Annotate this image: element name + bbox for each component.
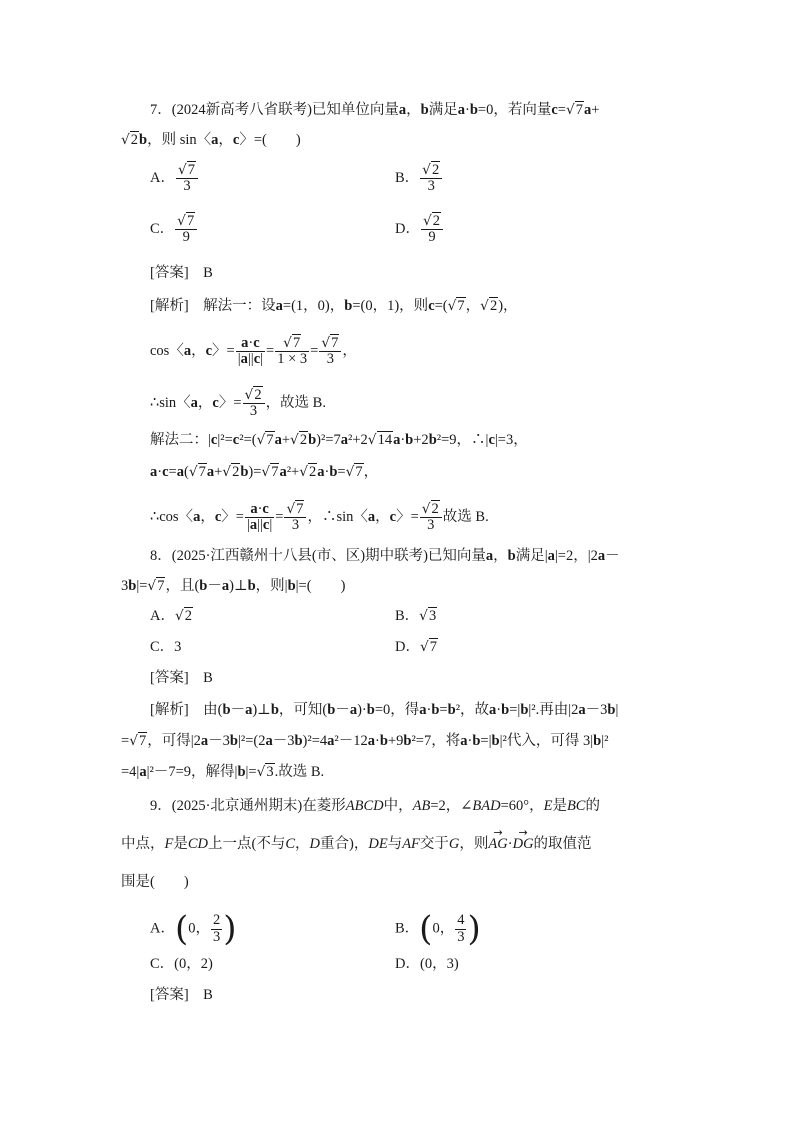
q7-analysis-conclusion: ∴cos〈a，c〉= $\frac{a\cdot c}{|a||c|}$ = $\frac{√7}{3}$ ，∴sin〈a，c〉= $\frac{√2}{3}$ 故选 B.: [150, 501, 489, 534]
q9-option-d[interactable]: D．(0，3): [395, 956, 459, 972]
q7-source: (2024新高考八省联考): [171, 102, 312, 118]
q9-answer: [答案] B: [150, 987, 213, 1003]
q9-stem-line3: 围是( ): [121, 874, 189, 890]
q9-stem-line2: 中点，F是CD上一点(不与C，D重合)，DE与AF交于G，则→ AG·→ DG的取值范: [121, 834, 592, 854]
q8-analysis-line1: [解析] 由(b－a)⊥b，可知(b－a)·b=0，得a·b=b²，故a·b=|b|².再由|2a－3b|: [150, 702, 619, 718]
q7-analysis-cos: cos〈a，c〉= $\frac{a\cdot c}{|a||c|}$ = $\frac{√7}{1 \times 3}$ = $\frac{√7}{3}$ ，: [150, 335, 357, 368]
q9-option-b[interactable]: B．(0， $\frac{4}{3}$ ): [395, 909, 481, 949]
q8-stem-line1: 8．(2025·江西赣州十八县(市、区)期中联考)已知向量a，b满足|a|=2，|2a－: [150, 548, 620, 564]
q8-number: 8．: [150, 548, 172, 564]
q9-stem-line1: 9．(2025·北京通州期末)在菱形ABCD中，AB=2，∠BAD=60°，E是BC的: [150, 798, 600, 814]
q8-option-b[interactable]: B．√3: [395, 608, 437, 624]
q8-source: (2025·江西赣州十八县(市、区)期中联考): [171, 548, 428, 564]
q9-source: (2025·北京通州期末): [171, 798, 303, 814]
vector-ag: → AG: [488, 834, 507, 854]
q7-analysis-dot: a·c=a(√7a+√2b)=√7a²+√2a·b=√7，: [150, 464, 379, 480]
q7-option-d[interactable]: D． $\frac{√2}{9}$: [395, 214, 444, 245]
q9-option-a[interactable]: A．(0， $\frac{2}{3}$ ): [150, 909, 237, 949]
q7-stem-line2: √2b，则 sin〈a，c〉=( ): [121, 132, 301, 148]
q7-option-c[interactable]: C． $\frac{√7}{9}$: [150, 214, 198, 245]
q8-answer: [答案] B: [150, 670, 213, 686]
q9-option-c[interactable]: C．(0，2): [150, 956, 213, 972]
q7-analysis-sin: ∴sin〈a，c〉= $\frac{√2}{3}$ ，故选 B.: [150, 387, 326, 420]
vector-dg: → DG: [513, 834, 534, 854]
q7-option-a[interactable]: A． $\frac{√7}{3}$: [150, 163, 199, 194]
q7-analysis-line1: [解析] 解法一：设a=(1，0)，b=(0，1)，则c=(√7，√2)，: [150, 298, 518, 314]
q7-number: 7．: [150, 102, 172, 118]
q7-option-b[interactable]: B． $\frac{√2}{3}$: [395, 163, 443, 194]
q7-answer: [答案] B: [150, 265, 213, 281]
q8-analysis-line2: =√7，可得|2a－3b|²=(2a－3b)²=4a²－12a·b+9b²=7，将a·b=|b|²代入，可得 3|b|²: [121, 733, 609, 749]
q8-option-c[interactable]: C．3: [150, 639, 182, 655]
q9-number: 9．: [150, 798, 172, 814]
q8-analysis-line3: =4|a|²－7=9，解得|b|=√3.故选 B.: [121, 764, 325, 780]
q8-option-a[interactable]: A．√2: [150, 608, 193, 624]
q7-analysis-method2: 解法二：|c|²=c²=(√7a+√2b)²=7a²+2√14a·b+2b²=9，∴|c|=3，: [150, 432, 528, 448]
q7-stem-line1: 7．(2024新高考八省联考)已知单位向量a，b满足a·b=0，若向量c=√7a+: [150, 102, 600, 118]
q8-stem-line2: 3b|=√7，且(b－a)⊥b，则|b|=( ): [121, 578, 346, 594]
q8-option-d[interactable]: D．√7: [395, 639, 438, 655]
